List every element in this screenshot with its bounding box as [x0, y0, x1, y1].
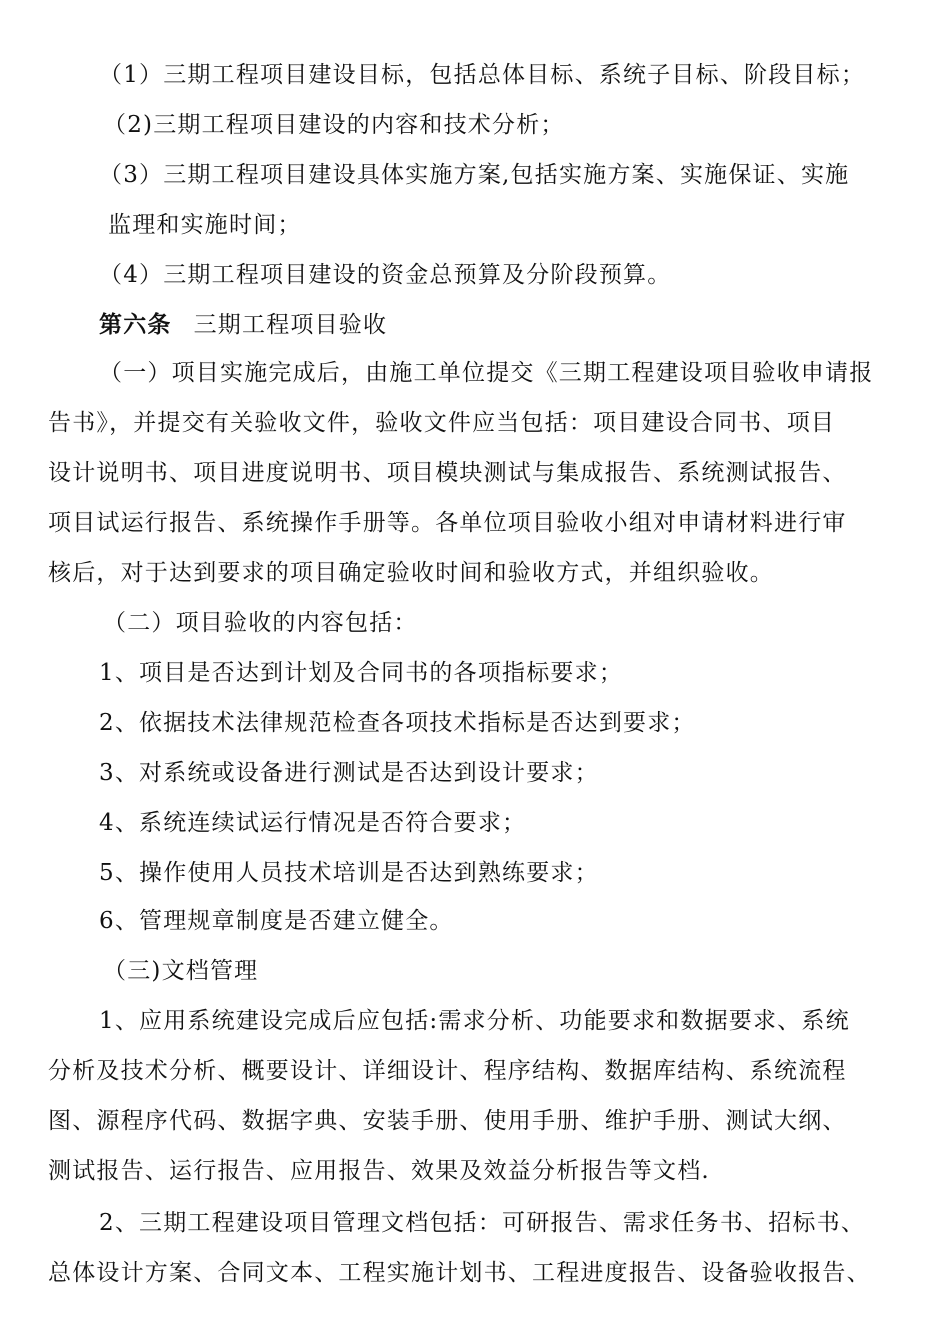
article-number: 第六条	[99, 312, 172, 338]
paragraph-line: 1、应用系统建设完成后应包括:需求分析、功能要求和数据要求、系统	[99, 1008, 850, 1034]
list-item: 5、操作使用人员技术培训是否达到熟练要求；	[99, 860, 599, 886]
section-heading: （三)文档管理	[103, 958, 259, 984]
paragraph-line: 分析及技术分析、概要设计、详细设计、程序结构、数据库结构、系统流程	[48, 1058, 847, 1084]
list-item: 4、系统连续试运行情况是否符合要求；	[99, 810, 527, 836]
paragraph-line: 设计说明书、项目进度说明书、项目模块测试与集成报告、系统测试报告、	[48, 460, 847, 486]
list-item: 3、对系统或设备进行测试是否达到设计要求；	[99, 760, 599, 786]
paragraph-line: （二）项目验收的内容包括：	[103, 610, 418, 636]
paragraph-line: （4）三期工程项目建设的资金总预算及分阶段预算。	[99, 262, 672, 288]
paragraph-line: 总体设计方案、合同文本、工程实施计划书、工程进度报告、设备验收报告、	[48, 1260, 871, 1286]
paragraph-line: 告书》，并提交有关验收文件，验收文件应当包括：项目建设合同书、项目	[48, 410, 836, 436]
paragraph-line: （1）三期工程项目建设目标，包括总体目标、系统子目标、阶段目标；	[99, 62, 866, 88]
paragraph-line: （3）三期工程项目建设具体实施方案,包括实施方案、实施保证、实施	[99, 162, 850, 188]
paragraph-line: （一）项目实施完成后，由施工单位提交《三期工程建设项目验收申请报	[99, 360, 874, 386]
paragraph-line: 核后，对于达到要求的项目确定验收时间和验收方式，并组织验收。	[48, 560, 774, 586]
paragraph-line: 图、源程序代码、数据字典、安装手册、使用手册、维护手册、测试大纲、	[48, 1108, 847, 1134]
list-item: 2、依据技术法律规范检查各项技术指标是否达到要求；	[99, 710, 696, 736]
paragraph-line: （2)三期工程项目建设的内容和技术分析；	[103, 112, 565, 138]
paragraph-line: 测试报告、运行报告、应用报告、效果及效益分析报告等文档.	[48, 1158, 710, 1184]
paragraph-line: 监理和实施时间；	[108, 212, 302, 238]
paragraph-line: 2、三期工程建设项目管理文档包括：可研报告、需求任务书、招标书、	[99, 1210, 866, 1236]
paragraph-line: 项目试运行报告、系统操作手册等。各单位项目验收小组对申请材料进行审	[48, 510, 847, 536]
list-item: 6、管理规章制度是否建立健全。	[99, 908, 454, 934]
article-heading	[99, 310, 387, 340]
list-item: 1、项目是否达到计划及合同书的各项指标要求；	[99, 660, 624, 686]
article-title: 三期工程项目验收	[193, 312, 388, 338]
